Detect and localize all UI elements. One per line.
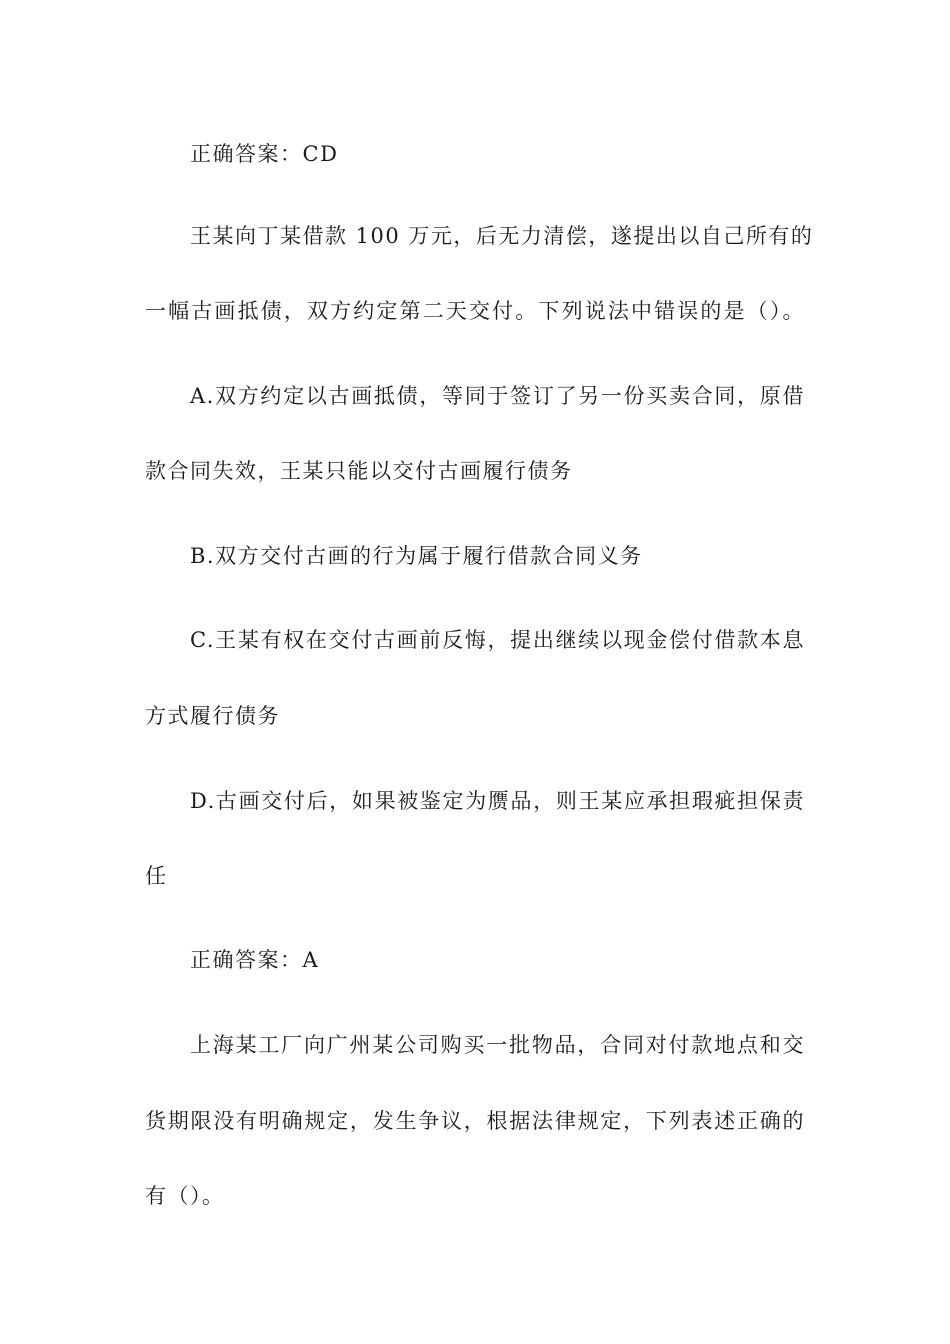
question-2-line-3: 有（）。 bbox=[145, 1184, 225, 1208]
option-a-line-2: 款合同失效，王某只能以交付古画履行债务 bbox=[145, 459, 573, 483]
option-c-line-2: 方式履行债务 bbox=[145, 704, 280, 728]
question-1-line-2: 一幅古画抵债，双方约定第二天交付。下列说法中错误的是（）。 bbox=[145, 299, 805, 323]
option-d-line-2: 任 bbox=[145, 864, 168, 888]
option-b-line-1: B.双方交付古画的行为属于履行借款合同义务 bbox=[190, 544, 643, 568]
question-1-line-1: 王某向丁某借款 100 万元，后无力清偿，遂提出以自己所有的 bbox=[190, 224, 814, 248]
option-d-line-1: D.古画交付后，如果被鉴定为赝品，则王某应承担瑕疵担保责 bbox=[190, 789, 805, 813]
answer-label-1: 正确答案：CD bbox=[190, 142, 339, 166]
question-2-line-2: 货期限没有明确规定，发生争议，根据法律规定，下列表述正确的 bbox=[145, 1109, 805, 1133]
option-c-line-1: C.王某有权在交付古画前反悔，提出继续以现金偿付借款本息 bbox=[190, 628, 805, 652]
answer-label-2: 正确答案：A bbox=[190, 948, 320, 972]
option-a-line-1: A.双方约定以古画抵债，等同于签订了另一份买卖合同，原借 bbox=[190, 384, 805, 408]
question-2-line-1: 上海某工厂向广州某公司购买一批物品，合同对付款地点和交 bbox=[190, 1033, 805, 1057]
